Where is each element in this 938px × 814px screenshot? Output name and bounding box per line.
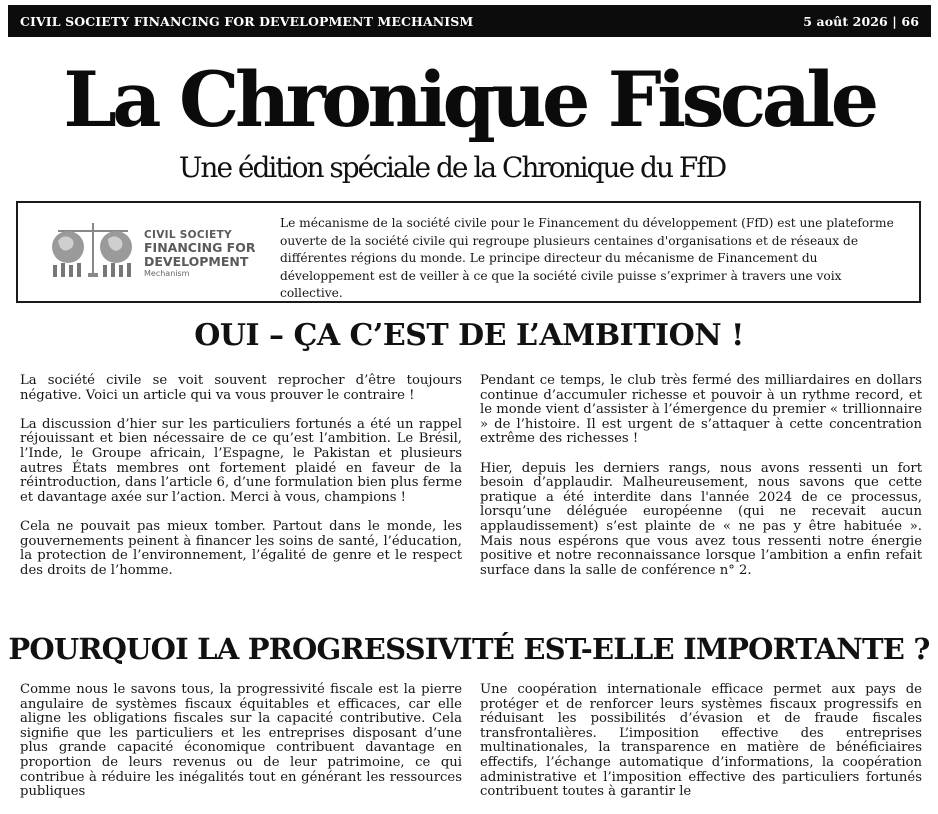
mechanism-description: Le mécanisme de la société civile pour le Financement du développement (FfD) est une plateforme ouverte de la société civile qui regroupe plusieurs centaines d'organisations et de réseaux de différentes régions du monde. Le principe directeur du mécanisme de Financement du développement est de veiller à ce que la société civile puisse s’exprimer à travers une voix collective. [280, 216, 894, 300]
organization-name: CIVIL SOCIETY FINANCING FOR DEVELOPMENT MECHANISM [20, 13, 474, 29]
article-1-headline: OUI – ÇA C’EST DE L’AMBITION ! [194, 318, 744, 353]
paragraph: Une coopération internationale efficace permet aux pays de protéger et de renforcer leurs systèmes fiscaux progressifs en réduisant les possibilités d’évasion et de fraude fiscales transfrontalières. L’imposition effective des entreprises multinationales, la transparence en matière de bénéficiaires effectifs, l’échange automatique d’informations, la coopération administrative et l’imposition effective des particuliers fortunés contribuent toutes à garantir le [480, 682, 922, 800]
article-1-right-column [480, 374, 922, 593]
paragraph: Pendant ce temps, le club très fermé des milliardaires en dollars continue d’accumuler richesse et pouvoir à un rythme record, et le monde vient d’assister à l’émergence du premier « trillionnaire » de l’histoire. Il est urgent de s’attaquer à cette concentration extrême des richesses ! [480, 373, 922, 447]
logo-line-4: Mechanism [144, 269, 190, 278]
paragraph: Cela ne pouvait pas mieux tomber. Partout dans le monde, les gouvernements peinent à financer les soins de santé, l’éducation, la protection de l’environnement, l’égalité de genre et le respect des droits de l’homme. [20, 518, 462, 578]
paragraph: La discussion d’hier sur les particuliers fortunés a été un rappel réjouissant et bien nécessaire de ce qu’est l’ambition. Le Brésil, l’Inde, le Groupe africain, l’Espagne, le Pakistan et plusieurs autres États membres ont fortement plaidé en faveur de la réintroduction, dans l’article 6, d’une formulation bien plus ferme et davantage axée sur l’action. Merci à vous, champions ! [20, 416, 462, 505]
issue-date: 5 août 2026 | 66 [803, 13, 919, 29]
logo-line-1: CIVIL SOCIETY [144, 229, 232, 241]
article-2-right-column [480, 683, 922, 814]
paragraph: Comme nous le savons tous, la progressivité fiscale est la pierre angulaire de systèmes fiscaux équitables et efficaces, car elle aligne les obligations fiscales sur la capacité contributive. Cela signifie que les particuliers et les entreprises disposant d’une plus grande capacité économique contribuent davantage en proportion de leurs revenus ou de leur patrimoine, ce qui contribue à réduire les inégalités tout en générant les ressources publiques [20, 682, 462, 800]
logo-line-2: FINANCING FOR [144, 240, 256, 255]
article-2-headline: POURQUOI LA PROGRESSIVITÉ EST-ELLE IMPORTANTE ? [8, 632, 930, 666]
article-2-left-column [20, 683, 462, 814]
logo-wordmark [144, 229, 255, 279]
cs-ffd-logo [48, 221, 278, 283]
masthead-subtitle: Une édition spéciale de la Chronique du FfD [178, 151, 726, 184]
info-box [16, 201, 921, 303]
logo-line-3: DEVELOPMENT [144, 254, 249, 269]
scales-globe-icon [48, 221, 138, 283]
masthead-title: La Chronique Fiscale [63, 55, 875, 144]
article-1-left-column [20, 374, 462, 593]
top-banner [8, 5, 931, 37]
paragraph: Hier, depuis les derniers rangs, nous avons ressenti un fort besoin d’applaudir. Malheureusement, nous savons que cette pratique a été interdite dans l'année 2024 de ce processus, lorsqu’une déléguée européenne (qui ne recevait aucun applaudissement) s’est plainte de « ne pas y être habituée ». Mais nous espérons que vous avez tous ressenti notre énergie positive et notre reconnaissance lorsque l’ambition a enfin refait surface dans la salle de conférence n° 2. [480, 460, 922, 578]
paragraph: La société civile se voit souvent reprocher d’être toujours négative. Voici un article qui va vous prouver le contraire ! [20, 373, 462, 403]
